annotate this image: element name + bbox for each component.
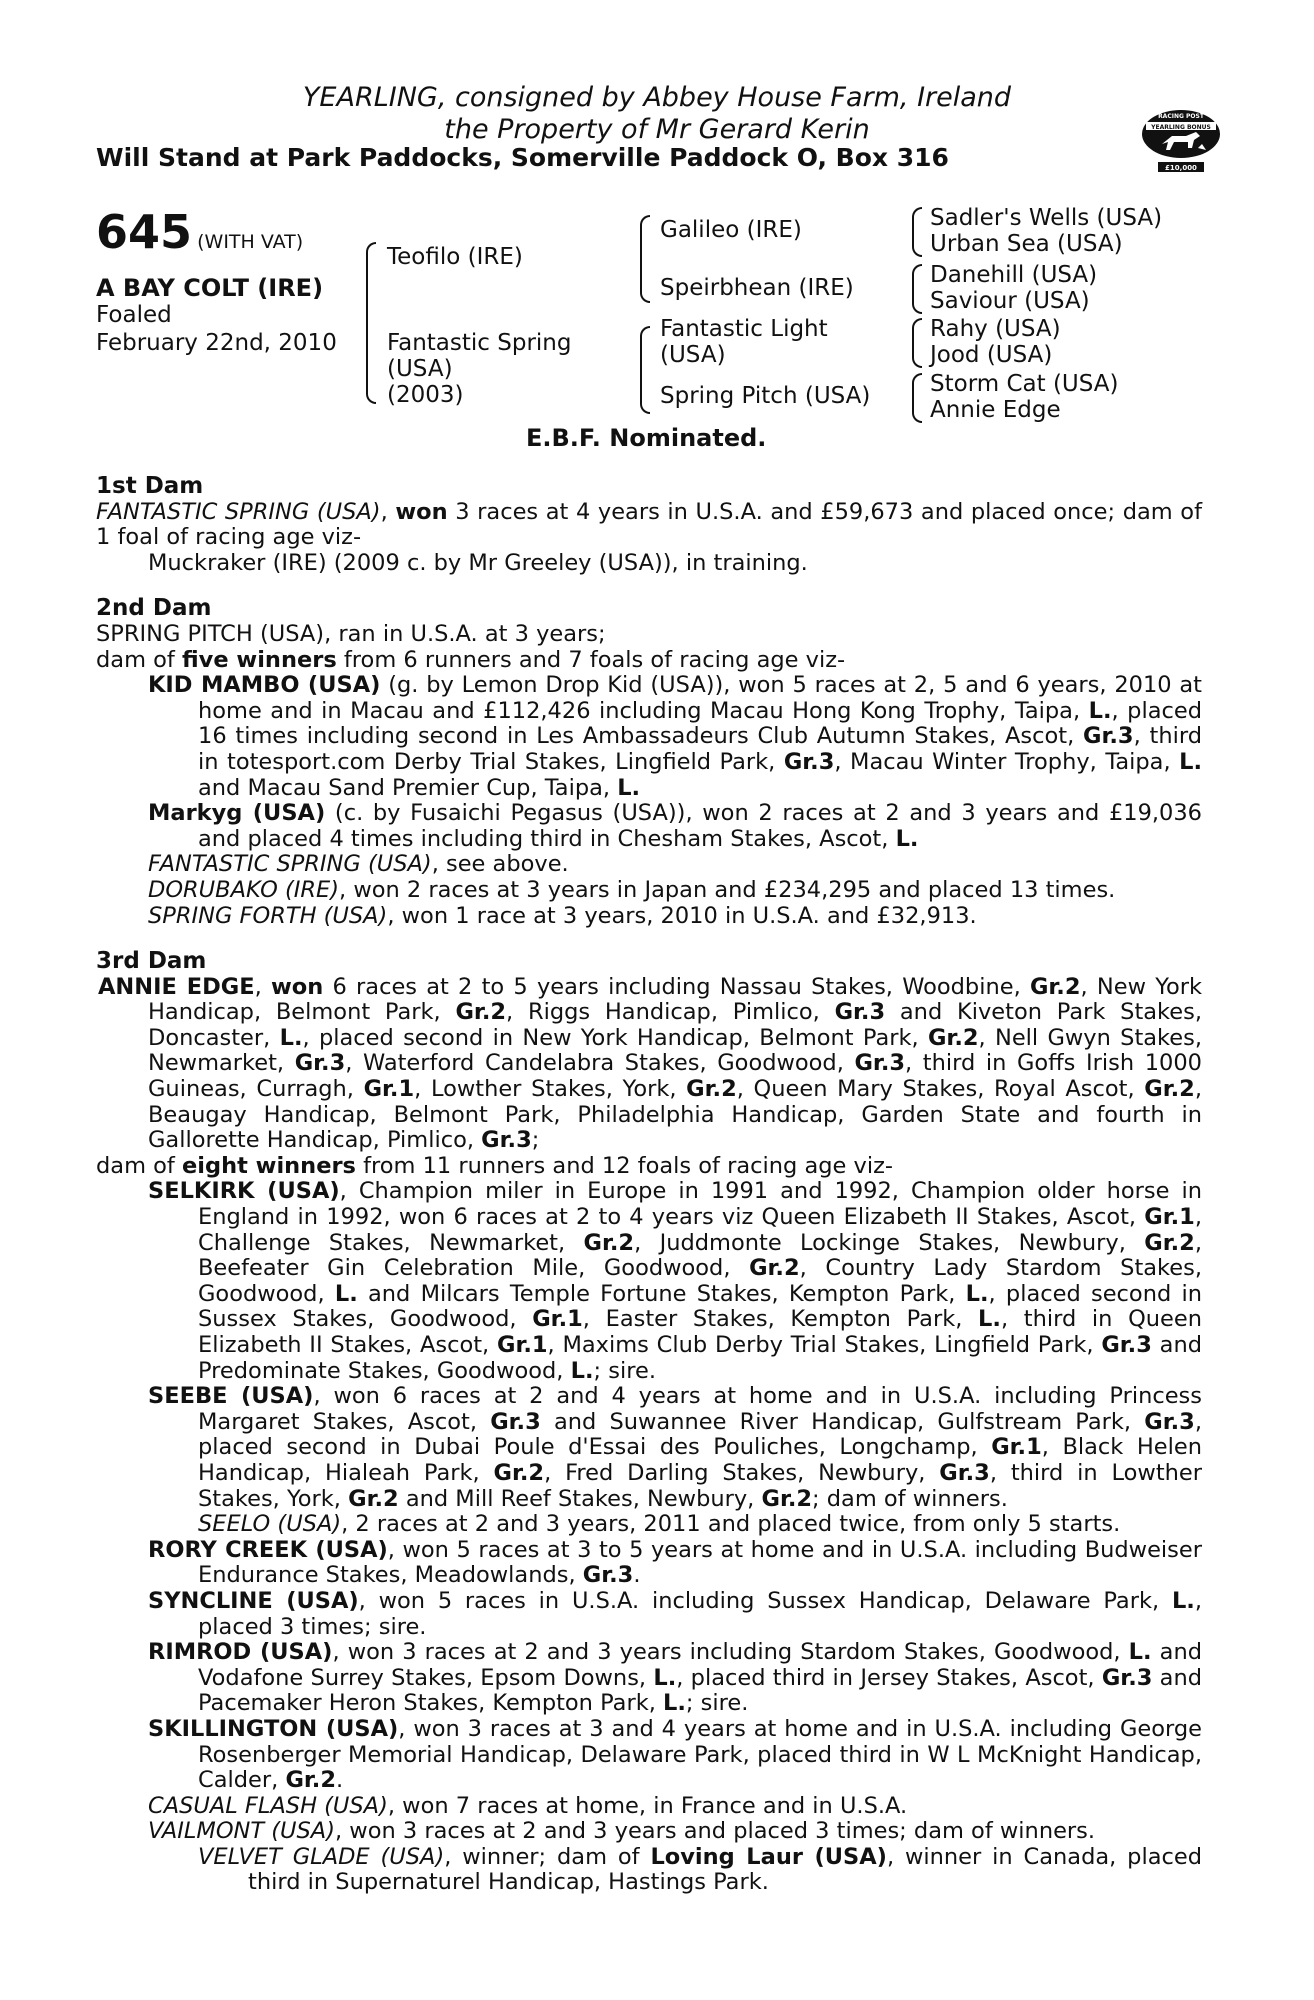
horse-badge-icon [1138,100,1224,186]
foaled-date: February 22nd, 2010 [96,330,337,356]
third-dam-heading: 3rd Dam [96,948,207,975]
header-property: the Property of Mr Gerard Kerin [444,114,870,145]
progeny-markyg: Markyg (USA) (c. by Fusaichi Pegasus (USA)), won 2 races at 2 and 3 years and £19,036 and placed 4 times including third in Chesham Stakes, Ascot, L. [148,800,1202,852]
pedigree-sss: Sadler's Wells (USA) [930,205,1163,231]
first-dam-summary: FANTASTIC SPRING (USA), won 3 races at 4 years in U.S.A. and £59,673 and placed once; dam of 1 foal of racing age viz- [96,498,1202,551]
pedigree-dam-dam: Spring Pitch (USA) [660,383,871,409]
ebf-nominated: E.B.F. Nominated. [526,424,767,452]
pedigree-sds: Danehill (USA) [930,262,1098,288]
lot-name: A BAY COLT (IRE) [96,274,324,302]
pedigree-dam-sire-line2: (USA) [660,342,726,368]
third-dam-produce: dam of eight winners from 11 runners and 12 foals of racing age viz- [96,1152,894,1179]
pedigree-sire: Teofilo (IRE) [387,244,523,270]
pedigree-brace-g3-1 [912,207,922,257]
pedigree-dam-line2: (USA) [387,356,453,382]
progeny-seebe: SEEBE (USA), won 6 races at 2 and 4 years at home and in U.S.A. including Princess Margaret Stakes, Ascot, Gr.3 and Suwannee River Handicap, Gulfstream Park, Gr.3, placed second in Dubai Poule d'Essai des Pouliches, Longchamp, Gr.1, Black Helen Handicap, Hialeah Park, Gr.2, Fred Darling Stakes, Newbury, Gr.3, third in Lowther Stakes, York, Gr.2 and Mill Reef Stakes, Newbury, Gr.2; dam of winners. [148,1383,1202,1512]
pedigree-sire-dam: Speirbhean (IRE) [660,275,854,301]
lot-vat: (WITH VAT) [197,231,304,253]
lot-number: 645 [96,205,193,259]
badge-top-text: RACING POST [1158,113,1204,120]
progeny-casual-flash: CASUAL FLASH (USA), won 7 races at home, in France and in U.S.A. [148,1792,908,1819]
progeny-selkirk: SELKIRK (USA), Champion miler in Europe in 1991 and 1992, Champion older horse in England in 1992, won 6 races at 2 to 4 years viz Queen Elizabeth II Stakes, Ascot, Gr.1, Challenge Stakes, Newmarket, Gr.2, Juddmonte Lockinge Stakes, Newbury, Gr.2, Beefeater Gin Celebration Mile, Goodwood, Gr.2, Country Lady Stardom Stakes, Goodwood, L. and Milcars Temple Fortune Stakes, Kempton Park, L., placed second in Sussex Stakes, Goodwood, Gr.1, Easter Stakes, Kempton Park, L., third in Queen Elizabeth II Stakes, Ascot, Gr.1, Maxims Club Derby Trial Stakes, Lingfield Park, Gr.3 and Predominate Stakes, Goodwood, L.; sire. [148,1178,1203,1384]
badge-bottom-text: £10,000 [1165,164,1197,172]
progeny-seelo: SEELO (USA), 2 races at 2 and 3 years, 2011 and placed twice, from only 5 starts. [198,1511,1121,1538]
section-second-dam [96,596,1202,929]
pedigree-brace-g3-3 [912,318,922,368]
third-dam-annie-edge: ANNIE EDGE, won 6 races at 2 to 5 years including Nassau Stakes, Woodbine, Gr.2, New York Handicap, Belmont Park, Gr.2, Riggs Handicap, Pimlico, Gr.3 and Kiveton Park Stakes, Doncaster, L., placed second in New York Handicap, Belmont Park, Gr.2, Nell Gwyn Stakes, Newmarket, Gr.3, Waterford Candelabra Stakes, Goodwood, Gr.3, third in Goffs Irish 1000 Guineas, Curragh, Gr.1, Lowther Stakes, York, Gr.2, Queen Mary Stakes, Royal Ascot, Gr.2, Beaugay Handicap, Belmont Park, Philadelphia Handicap, Garden State and fourth in Gallorette Handicap, Pimlico, Gr.3; [98,973,1203,1154]
second-dam-line: SPRING PITCH (USA), ran in U.S.A. at 3 years; [96,620,606,647]
lot-number-line [96,207,303,257]
progeny-fantastic-spring: FANTASTIC SPRING (USA), see above. [148,851,569,878]
pedigree-dam-sire-line1: Fantastic Light [660,316,828,342]
header-consignor: YEARLING, consigned by Abbey House Farm, Ireland [302,82,1012,113]
yearling-bonus-badge [1138,100,1224,186]
progeny-skillington: SKILLINGTON (USA), won 3 races at 3 and 4 years at home and in U.S.A. including George Rosenberger Memorial Handicap, Delaware Park, placed third in W L McKnight Handicap, Calder, Gr.2. [148,1715,1202,1794]
progeny-dorubako: DORUBAKO (IRE), won 2 races at 3 years in Japan and £234,295 and placed 13 times. [148,876,1116,903]
second-dam-produce: dam of five winners from 6 runners and 7 foals of racing age viz- [96,646,846,673]
pedigree-ddd: Annie Edge [930,397,1061,423]
progeny-rory-creek: RORY CREEK (USA), won 5 races at 3 to 5 years at home and in U.S.A. including Budweiser Endurance Stakes, Meadowlands, Gr.3. [148,1536,1202,1589]
progeny-vailmont: VAILMONT (USA), won 3 races at 2 and 3 years and placed 3 times; dam of winners. [148,1818,1096,1845]
pedigree-brace-sire [640,215,650,303]
pedigree-brace-dam [640,326,650,414]
pedigree-brace-g3-2 [912,264,922,314]
progeny-rimrod: RIMROD (USA), won 3 races at 2 and 3 years including Stardom Stakes, Goodwood, L. and Vodafone Surrey Stakes, Epsom Downs, L., placed third in Jersey Stakes, Ascot, Gr.3 and Pacemaker Heron Stakes, Kempton Park, L.; sire. [148,1639,1203,1717]
progeny-velvet-glade: VELVET GLADE (USA), winner; dam of Loving Laur (USA), winner in Canada, placed third in Supernaturel Handicap, Hastings Park. [198,1843,1202,1896]
progeny-muckraker: Muckraker (IRE) (2009 c. by Mr Greeley (USA)), in training. [148,549,808,576]
header-location: Will Stand at Park Paddocks, Somerville Paddock O, Box 316 [96,143,949,172]
progeny-spring-forth: SPRING FORTH (USA), won 1 race at 3 years, 2010 in U.S.A. and £32,913. [148,902,977,929]
pedigree-dam-line3: (2003) [387,382,464,408]
first-dam-heading: 1st Dam [96,473,204,499]
pedigree-dam-line1: Fantastic Spring [387,330,572,356]
progeny-kid-mambo: KID MAMBO (USA) (g. by Lemon Drop Kid (USA)), won 5 races at 2, 5 and 6 years, 2010 at home and in Macau and £112,426 including Macau Hong Kong Trophy, Taipa, L., placed 16 times including second in Les Ambassadeurs Club Autumn Stakes, Ascot, Gr.3, third in totesport.com Derby Trial Stakes, Lingfield Park, Gr.3, Macau Winter Trophy, Taipa, L. and Macau Sand Premier Cup, Taipa, L. [148,672,1203,801]
foaled-label: Foaled [96,302,172,328]
pedigree-dss: Rahy (USA) [930,316,1061,342]
progeny-syncline: SYNCLINE (USA), won 5 races in U.S.A. including Sussex Handicap, Delaware Park, L., placed 3 times; sire. [148,1587,1202,1640]
pedigree-brace-g3-4 [912,373,922,423]
pedigree-ssd: Urban Sea (USA) [930,231,1123,257]
pedigree-brace-gen1 [366,242,376,404]
pedigree-dds: Storm Cat (USA) [930,371,1119,397]
pedigree-dsd: Jood (USA) [930,342,1053,368]
catalogue-body [96,474,1202,1896]
pedigree-sire-sire: Galileo (IRE) [660,217,802,243]
second-dam-heading: 2nd Dam [96,595,212,622]
section-third-dam [96,949,1202,1896]
pedigree-sdd: Saviour (USA) [930,288,1090,314]
section-first-dam [96,474,1202,576]
badge-mid-text: YEARLING BONUS [1151,124,1211,131]
